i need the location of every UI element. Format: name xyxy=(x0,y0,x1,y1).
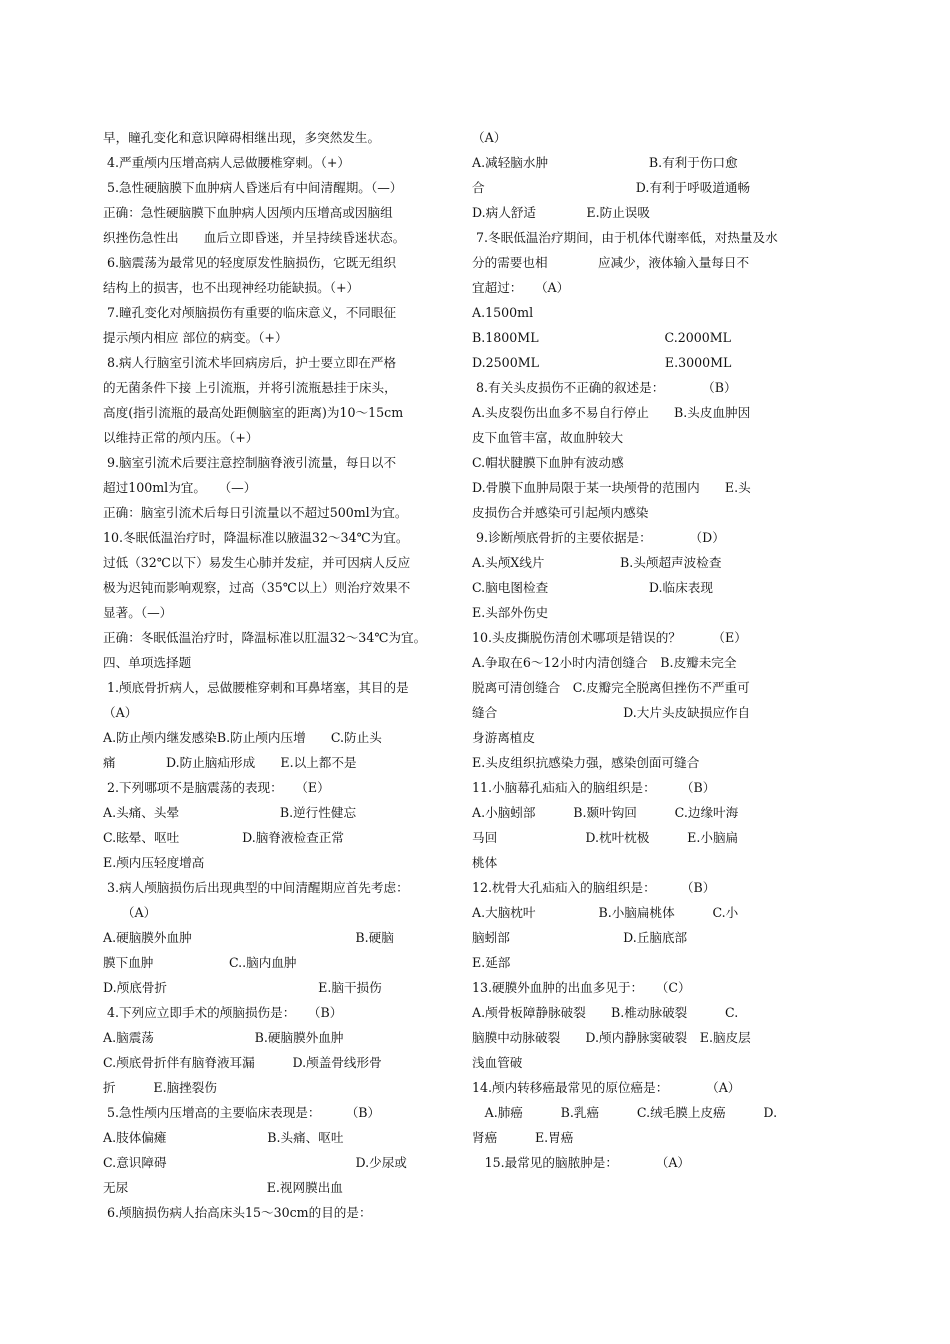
left-text-line: 高度(指引流瓶的最高处距侧脑室的距离)为10～15cm xyxy=(103,405,404,420)
left-text-line: 6.颅脑损伤病人抬高床头15～30cm的目的是： xyxy=(103,1205,372,1220)
left-text-line: 以维持正常的颅内压。（+） xyxy=(103,430,259,445)
right-text-line: B.1800ML C.2000ML xyxy=(472,330,732,345)
left-text-line: A.肢体偏瘫 B.头痛、呕吐 xyxy=(103,1130,344,1145)
right-text-line: 桃体 xyxy=(472,855,498,870)
left-text-line: C.意识障碍 D.少尿或 xyxy=(103,1155,407,1170)
right-text-line: 马回 D.枕叶枕极 E.小脑扁 xyxy=(472,830,739,845)
left-text-line: A.脑震荡 B.硬脑膜外血肿 xyxy=(103,1030,344,1045)
right-text-line: 15.最常见的脑脓肿是： （A） xyxy=(472,1155,691,1170)
right-text-line: A.颅骨板障静脉破裂 B.椎动脉破裂 C. xyxy=(472,1005,739,1020)
left-text-line: 4.下列应立即手术的颅脑损伤是： （B） xyxy=(103,1005,343,1020)
left-text-line: 显著。（—） xyxy=(103,605,173,620)
right-text-line: 13.硬膜外血肿的出血多见于： （C） xyxy=(472,980,691,995)
left-text-line: 极为迟钝而影响观察，过高（35℃以上）则治疗效果不 xyxy=(103,580,411,595)
left-text-line: 8.病人行脑室引流术毕回病房后，护士要立即在严格 xyxy=(103,355,397,370)
left-text-line: 过低（32℃以下）易发生心肺并发症，并可因病人反应 xyxy=(103,555,411,570)
right-text-line: 10.头皮撕脱伤清创术哪项是错误的？ （E） xyxy=(472,630,747,645)
left-text-line: 正确：急性硬脑膜下血肿病人因颅内压增高或因脑组 xyxy=(103,205,393,220)
right-text-line: 8.有关头皮损伤不正确的叙述是： （B） xyxy=(472,380,737,395)
left-text-line: 7.瞳孔变化对颅脑损伤有重要的临床意义，不同眼征 xyxy=(103,305,397,320)
right-text-line: 皮下血管丰富，故血肿较大 xyxy=(472,430,624,445)
right-text-line: E.头部外伤史 xyxy=(472,605,549,620)
right-text-line: A.肺癌 B.乳癌 C.绒毛膜上皮癌 D. xyxy=(472,1105,778,1120)
left-text-line: 折 E.脑挫裂伤 xyxy=(103,1080,217,1095)
left-text-line: C.眩晕、呕吐 D.脑脊液检查正常 xyxy=(103,830,344,845)
right-text-line: C.脑电图检查 D.临床表现 xyxy=(472,580,713,595)
left-text-line: 痛 D.防止脑疝形成 E.以上都不是 xyxy=(103,755,357,770)
left-column xyxy=(103,125,443,1225)
left-text-line: 6.脑震荡为最常见的轻度原发性脑损伤，它既无组织 xyxy=(103,255,397,270)
right-text-line: E.延部 xyxy=(472,955,511,970)
right-text-line: 宜超过： （A） xyxy=(472,280,570,295)
right-text-line: A.大脑枕叶 B.小脑扁桃体 C.小 xyxy=(472,905,739,920)
right-text-line: D.骨膜下血肿局限于某一块颅骨的范围内 E.头 xyxy=(472,480,751,495)
right-text-line: 脑蚓部 D.丘脑底部 xyxy=(472,930,688,945)
right-column xyxy=(472,125,812,1175)
left-text-line: 四、单项选择题 xyxy=(103,655,192,670)
left-text-line: （A） xyxy=(103,705,138,720)
right-text-line: 14.颅内转移癌最常见的原位癌是： （A） xyxy=(472,1080,741,1095)
right-text-line: A.减轻脑水肿 B.有利于伤口愈 xyxy=(472,155,738,170)
left-text-line: A.硬脑膜外血肿 B.硬脑 xyxy=(103,930,394,945)
left-text-line: 正确：冬眠低温治疗时，降温标准以肛温32～34℃为宜。 xyxy=(103,630,427,645)
left-text-line: 2.下列哪项不是脑震荡的表现： （E） xyxy=(103,780,330,795)
left-text-line: （A） xyxy=(103,905,157,920)
left-text-line: 无尿 E.视网膜出血 xyxy=(103,1180,343,1195)
right-text-line: D.病人舒适 E.防止误吸 xyxy=(472,205,650,220)
left-text-line: D.颅底骨折 E.脑干损伤 xyxy=(103,980,382,995)
right-text-line: 分的需要也相 应减少，液体输入量每日不 xyxy=(472,255,750,270)
left-text-line: 9.脑室引流术后要注意控制脑脊液引流量，每日以不 xyxy=(103,455,397,470)
right-text-line: D.2500ML E.3000ML xyxy=(472,355,732,370)
left-text-line: 的无菌条件下接 上引流瓶，并将引流瓶悬挂于床头， xyxy=(103,380,397,395)
right-text-line: 脑膜中动脉破裂 D.颅内静脉窦破裂 E.脑皮层 xyxy=(472,1030,751,1045)
left-text-line: 3.病人颅脑损伤后出现典型的中间清醒期应首先考虑： xyxy=(103,880,409,895)
right-text-line: 脱离可清创缝合 C.皮瓣完全脱离但挫伤不严重可 xyxy=(472,680,750,695)
right-text-line: （A） xyxy=(472,130,507,145)
right-text-line: 身游离植皮 xyxy=(472,730,535,745)
right-text-line: A.争取在6～12小时内清创缝合 B.皮瓣未完全 xyxy=(472,655,737,670)
right-text-line: 缝合 D.大片头皮缺损应作自 xyxy=(472,705,751,720)
left-text-line: 1.颅底骨折病人，忌做腰椎穿刺和耳鼻堵塞，其目的是 xyxy=(103,680,409,695)
right-text-line: 合 D.有利于呼吸道通畅 xyxy=(472,180,751,195)
right-text-line: 浅血管破 xyxy=(472,1055,523,1070)
right-text-line: 9.诊断颅底骨折的主要依据是： （D） xyxy=(472,530,725,545)
left-text-line: 提示颅内相应 部位的病变。（+） xyxy=(103,330,288,345)
right-text-line: A.头颅X线片 B.头颅超声波检查 xyxy=(472,555,722,570)
left-text-line: 4.严重颅内压增高病人忌做腰椎穿刺。（+） xyxy=(103,155,350,170)
left-text-line: 5.急性硬脑膜下血肿病人昏迷后有中间清醒期。（—） xyxy=(103,180,403,195)
left-text-line: 结构上的损害，也不出现神经功能缺损。（+） xyxy=(103,280,360,295)
left-text-line: A.头痛、头晕 B.逆行性健忘 xyxy=(103,805,357,820)
left-text-line: C.颅底骨折伴有脑脊液耳漏 D.颅盖骨线形骨 xyxy=(103,1055,382,1070)
left-text-line: 超过100ml为宜。 （—） xyxy=(103,480,257,495)
left-text-line: 织挫伤急性出 血后立即昏迷，并呈持续昏迷状态。 xyxy=(103,230,406,245)
left-text-line: A.防止颅内继发感染B.防止颅内压增 C.防止头 xyxy=(103,730,382,745)
left-text-line: 正确：脑室引流术后每日引流量以不超过500ml为宜。 xyxy=(103,505,408,520)
right-text-line: 12.枕骨大孔疝疝入的脑组织是： （B） xyxy=(472,880,716,895)
right-text-line: E.头皮组织抗感染力强，感染创面可缝合 xyxy=(472,755,700,770)
left-text-line: E.颅内压轻度增高 xyxy=(103,855,205,870)
right-text-line: C.帽状腱膜下血肿有波动感 xyxy=(472,455,624,470)
left-text-line: 早，瞳孔变化和意识障碍相继出现，多突然发生。 xyxy=(103,130,381,145)
right-text-line: A.头皮裂伤出血多不易自行停止 B.头皮血肿因 xyxy=(472,405,751,420)
left-text-line: 10.冬眠低温治疗时，降温标准以腋温32～34℃为宜。 xyxy=(103,530,409,545)
left-text-line: 5.急性颅内压增高的主要临床表现是： （B） xyxy=(103,1105,381,1120)
right-text-line: A.小脑蚓部 B.颞叶钩回 C.边缘叶海 xyxy=(472,805,739,820)
right-text-line: 皮损伤合并感染可引起颅内感染 xyxy=(472,505,649,520)
right-text-line: 11.小脑幕孔疝疝入的脑组织是： （B） xyxy=(472,780,716,795)
right-text-line: 7.冬眠低温治疗期间，由于机体代谢率低，对热量及水 xyxy=(472,230,778,245)
right-text-line: A.1500ml xyxy=(472,305,534,320)
right-text-line: 肾癌 E.胃癌 xyxy=(472,1130,574,1145)
left-text-line: 膜下血肿 C..脑内血肿 xyxy=(103,955,297,970)
